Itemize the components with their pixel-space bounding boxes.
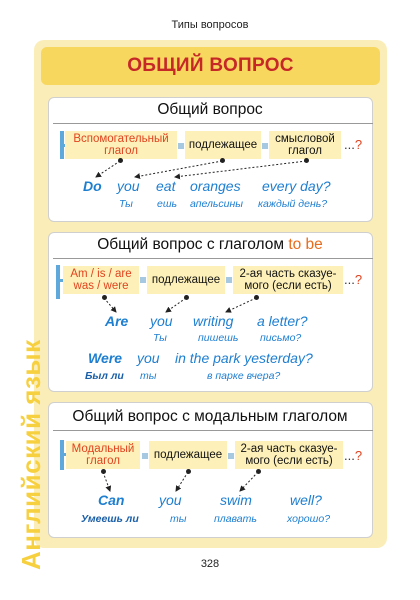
card3-tr-khorosho: хорошо? [287, 513, 331, 525]
page-number: 328 [200, 558, 220, 570]
card2-word-are: Are [105, 313, 129, 329]
card1-word-oranges: oranges [190, 178, 241, 194]
card3-word-can: Can [98, 492, 125, 508]
card2-tr-byl-li: Был ли [85, 370, 124, 382]
card2-tr-v-parke: в парке вчера? [207, 370, 281, 382]
card3-tr-plavat: плавать [214, 513, 257, 525]
card3-word-you: you [159, 492, 182, 508]
card1-ellipsis: ...? [344, 137, 363, 152]
card1-tr-esh: ешь [157, 198, 178, 210]
card2-tr-ty-2: ты [140, 370, 157, 382]
card3-tr-ty: ты [170, 513, 187, 525]
card3-arrow [240, 472, 258, 491]
card2-word-were: Were [88, 350, 122, 366]
card1-word-do: Do [83, 178, 102, 194]
card3-tr-umeesh-li: Умеешь ли [81, 513, 139, 525]
card2-arrow [226, 298, 256, 312]
card2-title-main: Общий вопрос с глаголом [97, 236, 284, 253]
card1-arrow [175, 161, 306, 177]
card3-box-modal-verb: Модальный глагол [66, 441, 140, 469]
section-header: ОБЩИЙ ВОПРОС [41, 47, 380, 85]
card2-word-you: you [150, 313, 173, 329]
card2-word-you-2: you [137, 350, 160, 366]
card1-box-main-verb: смысловой глагол [269, 131, 341, 159]
card1-word-every-day: every day? [262, 178, 331, 194]
card2-word-in-the-park: in the park yesterday? [175, 350, 313, 366]
card1-word-eat: eat [156, 178, 176, 194]
card3-title: Общий вопрос с модальным глаголом [72, 408, 348, 425]
side-label: Английский язык [16, 339, 46, 570]
card1-tr-ty: Ты [119, 198, 133, 210]
card2-box-predicate: 2-ая часть сказуе- мого (если есть) [233, 266, 343, 294]
card1-box-subject: подлежащее [185, 131, 261, 159]
card3-word-swim: swim [220, 492, 252, 508]
card1-title: Общий вопрос [157, 101, 263, 118]
card2-box-subject: подлежащее [147, 266, 225, 294]
card2-word-writing: writing [193, 313, 234, 329]
card2-ellipsis: ...? [344, 272, 363, 287]
card2-tr-pishesh: пишешь [198, 332, 239, 344]
card3-arrow [103, 472, 110, 491]
card1-word-you: you [117, 178, 140, 194]
card2-tr-ty: Ты [153, 332, 167, 344]
card3-ellipsis: ...? [344, 448, 363, 463]
card3-box-subject: подлежащее [149, 441, 227, 469]
card1-arrow [96, 161, 120, 177]
card2-word-a-letter: a letter? [257, 313, 308, 329]
card1-tr-every-day: каждый день? [258, 198, 328, 210]
card2-box-to-be: Am / is / are was / were [63, 266, 139, 294]
card3-word-well: well? [290, 492, 322, 508]
card1-tr-oranges: апельсины [190, 198, 244, 210]
card1-box-auxiliary-verb: Вспомогательный глагол [65, 131, 177, 159]
page-title: Типы вопросов [171, 19, 249, 31]
card2-arrow [166, 298, 186, 312]
card3-arrow [176, 472, 188, 491]
card3-box-predicate: 2-ая часть сказуе- мого (если есть) [235, 441, 343, 469]
card2-arrow [104, 298, 116, 312]
card2-tr-pismo: письмо? [260, 332, 302, 344]
card2-title-highlight: to be [288, 236, 323, 253]
card1-arrow [135, 161, 222, 177]
